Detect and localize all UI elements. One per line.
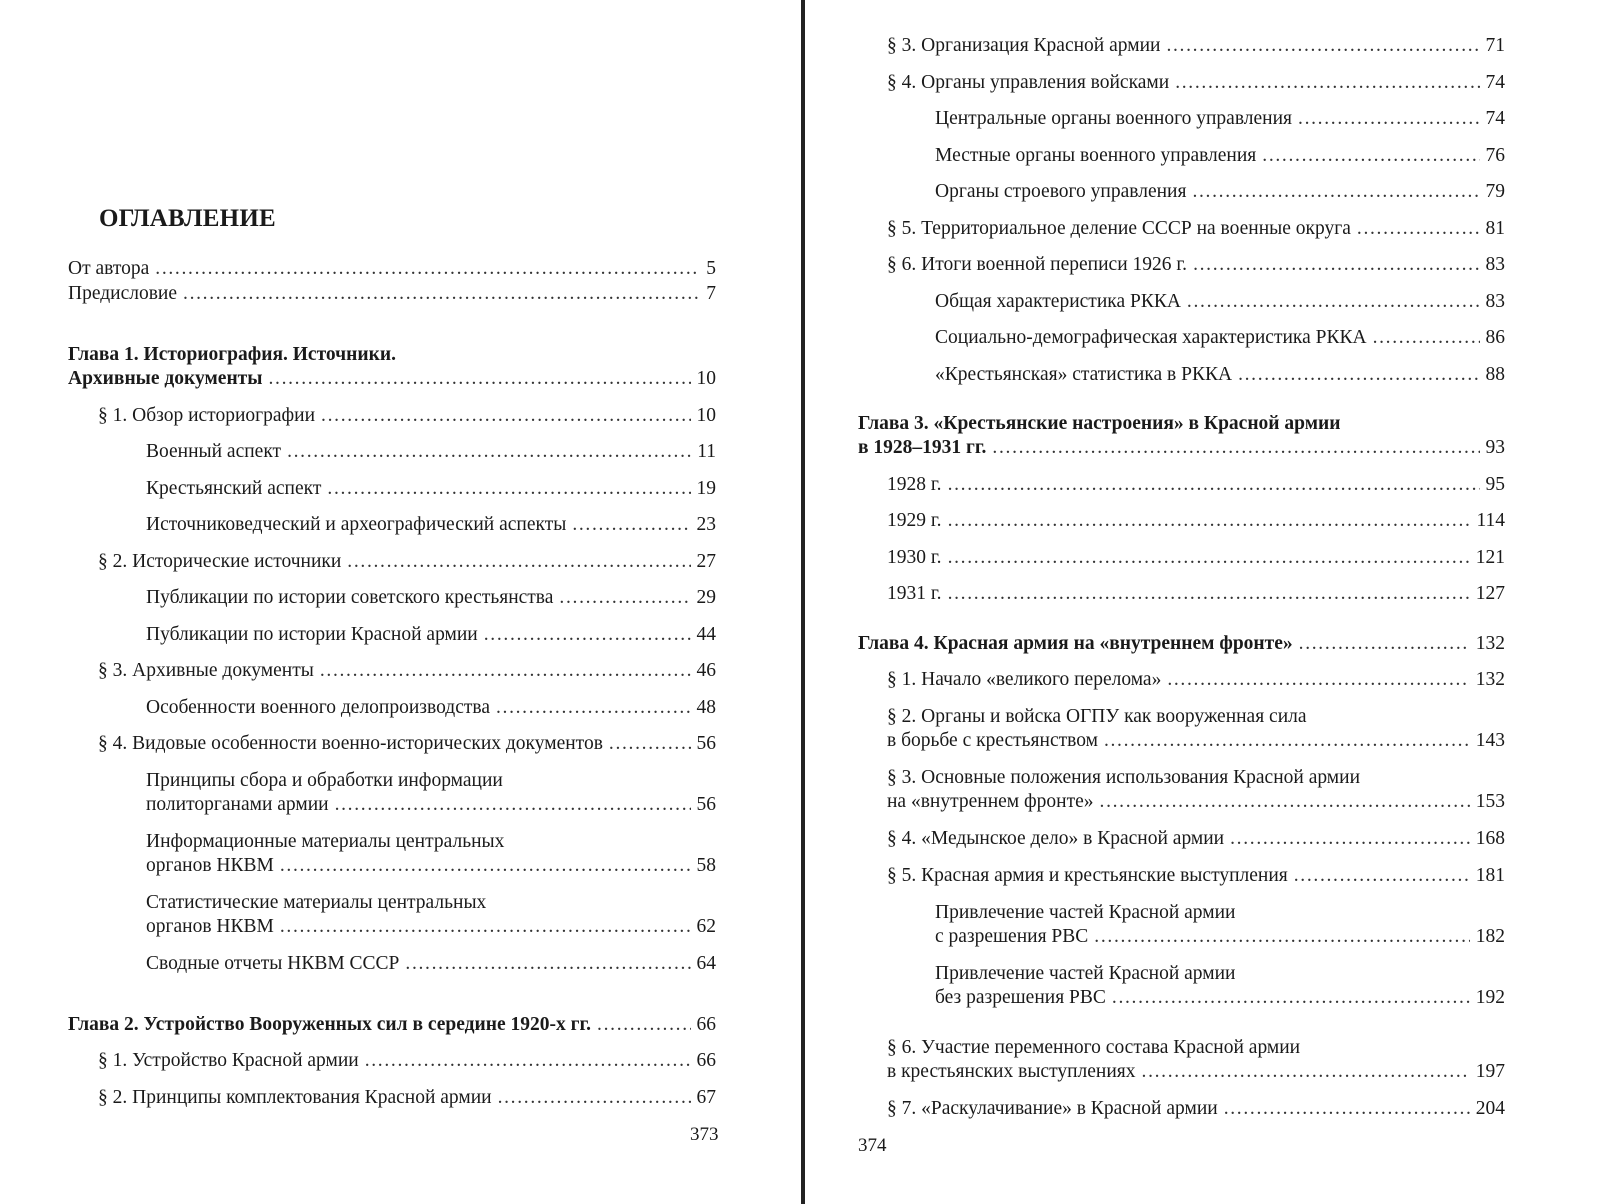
toc-entry[interactable] — [887, 582, 1505, 606]
left-page — [0, 0, 800, 1204]
entry-page: 56 — [696, 794, 716, 815]
entry-first-line: Принципы сбора и обработки информации — [146, 770, 503, 791]
entry-first-line: Статистические материалы центральных — [146, 892, 487, 913]
dot-leader — [1230, 827, 1470, 851]
entry-page: 127 — [1475, 583, 1505, 604]
toc-entry[interactable] — [98, 732, 716, 756]
toc-entry[interactable] — [887, 217, 1505, 241]
toc-entry[interactable] — [98, 404, 716, 428]
entry-page: 143 — [1475, 730, 1505, 751]
dot-leader — [948, 509, 1471, 533]
toc-entry[interactable] — [146, 440, 716, 464]
entry-page: 10 — [696, 405, 716, 426]
entry-page: 121 — [1475, 547, 1505, 568]
entry-label: Особенности военного делопроизводства — [146, 697, 490, 718]
entry-page: 79 — [1485, 181, 1505, 202]
toc-entry[interactable] — [935, 326, 1505, 350]
book-spine-divider — [801, 0, 805, 1204]
dot-leader — [1142, 1060, 1470, 1084]
dot-leader — [597, 1013, 690, 1037]
entry-page: 11 — [697, 441, 716, 462]
entry-label: без разрешения РВС — [935, 987, 1106, 1008]
dot-leader — [559, 586, 690, 610]
toc-entry[interactable] — [146, 513, 716, 537]
dot-leader — [1193, 253, 1479, 277]
dot-leader — [948, 582, 1470, 606]
entry-label: органов НКВМ — [146, 916, 274, 937]
entry-label: § 5. Территориальное деление СССР на военные округа — [887, 218, 1351, 239]
entry-label: § 1. Обзор историографии — [98, 405, 316, 426]
entry-label: в борьбе с крестьянством — [887, 730, 1098, 751]
entry-label: Предисловие — [68, 283, 178, 304]
entry-page: 86 — [1485, 327, 1505, 348]
toc-chapter-entry[interactable] — [68, 1013, 716, 1037]
entry-label: § 2. Принципы комплектования Красной армии — [98, 1087, 492, 1108]
dot-leader — [948, 473, 1480, 497]
toc-entry[interactable] — [887, 509, 1505, 533]
dot-leader — [1192, 180, 1479, 204]
dot-leader — [1238, 363, 1479, 387]
dot-leader — [1299, 632, 1470, 656]
toc-entry[interactable] — [887, 253, 1505, 277]
entry-label: 1928 г. — [887, 474, 942, 495]
dot-leader — [155, 257, 700, 281]
dot-leader — [948, 546, 1470, 570]
entry-label: Социально-демографическая характеристика РККА — [935, 327, 1367, 348]
entry-first-line: Привлечение частей Красной армии — [935, 963, 1236, 984]
dot-leader — [572, 513, 690, 537]
entry-label: § 4. «Медынское дело» в Красной армии — [887, 828, 1225, 849]
dot-leader — [484, 623, 691, 647]
entry-page: 182 — [1475, 926, 1505, 947]
toc-entry[interactable] — [98, 550, 716, 574]
entry-page: 5 — [706, 258, 716, 279]
entry-label: От автора — [68, 258, 150, 279]
entry-page: 204 — [1475, 1098, 1505, 1119]
entry-page: 10 — [696, 368, 716, 389]
toc-entry[interactable] — [887, 473, 1505, 497]
entry-page: 95 — [1485, 474, 1505, 495]
entry-label: Органы строевого управления — [935, 181, 1187, 202]
entry-label: Источниковедческий и археографический аспекты — [146, 514, 567, 535]
entry-label: «Крестьянская» статистика в РККА — [935, 364, 1233, 385]
dot-leader — [321, 404, 690, 428]
dot-leader — [1262, 144, 1479, 168]
entry-label: Публикации по истории советского крестьянства — [146, 587, 554, 608]
toc-entry[interactable] — [146, 952, 716, 976]
entry-label: § 1. Начало «великого перелома» — [887, 669, 1162, 690]
dot-leader — [1094, 925, 1469, 949]
dot-leader — [280, 854, 691, 878]
entry-label: § 3. Организация Красной армии — [887, 35, 1161, 56]
entry-page: 66 — [696, 1014, 716, 1035]
dot-leader — [335, 793, 691, 817]
entry-page: 132 — [1475, 633, 1505, 654]
entry-page: 44 — [696, 624, 716, 645]
toc-entry[interactable] — [887, 546, 1505, 570]
entry-label: Сводные отчеты НКВМ СССР — [146, 953, 400, 974]
entry-page: 56 — [696, 733, 716, 754]
entry-first-line: Информационные материалы центральных — [146, 831, 505, 852]
entry-first-line: § 3. Основные положения использования Красной армии — [887, 767, 1361, 788]
toc-entry[interactable] — [935, 986, 1505, 1010]
dot-leader — [327, 477, 690, 501]
page-number: 373 — [690, 1124, 719, 1145]
dot-leader — [287, 440, 691, 464]
entry-page: 58 — [696, 855, 716, 876]
entry-page: 64 — [696, 953, 716, 974]
entry-label: Центральные органы военного управления — [935, 108, 1293, 129]
right-page — [806, 0, 1603, 1204]
dot-leader — [280, 915, 691, 939]
toc-entry[interactable] — [887, 827, 1505, 851]
toc-entry[interactable] — [98, 1086, 716, 1110]
toc-entry[interactable] — [146, 793, 716, 817]
entry-label: в 1928–1931 гг. — [858, 437, 987, 458]
entry-first-line: § 2. Органы и войска ОГПУ как вооруженная сила — [887, 706, 1307, 727]
toc-chapter-entry[interactable] — [858, 436, 1505, 460]
entry-label: § 5. Красная армия и крестьянские выступления — [887, 865, 1288, 886]
toc-entry[interactable] — [146, 623, 716, 647]
entry-label: Глава 4. Красная армия на «внутреннем фронте» — [858, 633, 1293, 654]
entry-page: 81 — [1485, 218, 1505, 239]
entry-page: 153 — [1475, 791, 1505, 812]
entry-page: 29 — [696, 587, 716, 608]
dot-leader — [1100, 790, 1470, 814]
entry-page: 181 — [1475, 865, 1505, 886]
entry-page: 83 — [1485, 254, 1505, 275]
entry-label: политорганами армии — [146, 794, 329, 815]
entry-page: 46 — [696, 660, 716, 681]
toc-entry[interactable] — [146, 477, 716, 501]
toc-entry[interactable] — [146, 854, 716, 878]
entry-page: 168 — [1475, 828, 1505, 849]
toc-entry[interactable] — [887, 1097, 1505, 1121]
entry-label: Местные органы военного управления — [935, 145, 1257, 166]
entry-label: § 6. Итоги военной переписи 1926 г. — [887, 254, 1188, 275]
dot-leader — [496, 696, 691, 720]
dot-leader — [1166, 34, 1479, 58]
toc-entry[interactable] — [68, 257, 716, 281]
toc-entry[interactable] — [935, 144, 1505, 168]
toc-entry[interactable] — [887, 729, 1505, 753]
dot-leader — [1167, 668, 1469, 692]
toc-entry[interactable] — [146, 915, 716, 939]
entry-page: 66 — [696, 1050, 716, 1071]
entry-page: 67 — [696, 1087, 716, 1108]
dot-leader — [1357, 217, 1480, 241]
toc-entry[interactable] — [887, 668, 1505, 692]
entry-page: 19 — [696, 478, 716, 499]
entry-page: 27 — [696, 551, 716, 572]
entry-page: 23 — [696, 514, 716, 535]
toc-entry[interactable] — [98, 659, 716, 683]
dot-leader — [1112, 986, 1470, 1010]
dot-leader — [1175, 71, 1479, 95]
dot-leader — [1298, 107, 1479, 131]
toc-entry[interactable] — [98, 1049, 716, 1073]
toc-entry[interactable] — [935, 925, 1505, 949]
dot-leader — [347, 550, 690, 574]
entry-page: 88 — [1485, 364, 1505, 385]
dot-leader — [1373, 326, 1480, 350]
dot-leader — [609, 732, 691, 756]
toc-entry[interactable] — [935, 180, 1505, 204]
entry-label: Глава 2. Устройство Вооруженных сил в середине 1920-х гг. — [68, 1014, 592, 1035]
entry-label: § 3. Архивные документы — [98, 660, 314, 681]
toc-chapter-entry[interactable] — [68, 367, 716, 391]
toc-entry[interactable] — [935, 107, 1505, 131]
dot-leader — [498, 1086, 691, 1110]
entry-page: 83 — [1485, 291, 1505, 312]
entry-label: органов НКВМ — [146, 855, 274, 876]
toc-entry[interactable] — [935, 290, 1505, 314]
toc-entry[interactable] — [146, 586, 716, 610]
dot-leader — [320, 659, 691, 683]
entry-label: 1930 г. — [887, 547, 942, 568]
dot-leader — [365, 1049, 691, 1073]
dot-leader — [992, 436, 1479, 460]
entry-label: на «внутреннем фронте» — [887, 791, 1094, 812]
entry-page: 93 — [1485, 437, 1505, 458]
entry-page: 197 — [1475, 1061, 1505, 1082]
dot-leader — [1224, 1097, 1470, 1121]
entry-label: Общая характеристика РККА — [935, 291, 1181, 312]
chapter-heading-line: Глава 1. Историография. Источники. — [68, 344, 396, 365]
dot-leader — [183, 282, 700, 306]
dot-leader — [1104, 729, 1470, 753]
toc-chapter-entry[interactable] — [858, 632, 1505, 656]
dot-leader — [1294, 864, 1470, 888]
entry-first-line: § 6. Участие переменного состава Красной армии — [887, 1037, 1301, 1058]
entry-label: в крестьянских выступлениях — [887, 1061, 1136, 1082]
entry-first-line: Привлечение частей Красной армии — [935, 902, 1236, 923]
entry-label: 1931 г. — [887, 583, 942, 604]
entry-page: 74 — [1485, 108, 1505, 129]
toc-entry[interactable] — [887, 71, 1505, 95]
entry-page: 48 — [696, 697, 716, 718]
entry-page: 74 — [1485, 72, 1505, 93]
entry-label: § 7. «Раскулачивание» в Красной армии — [887, 1098, 1218, 1119]
toc-entry[interactable] — [146, 696, 716, 720]
entry-label: с разрешения РВС — [935, 926, 1089, 947]
entry-page: 62 — [696, 916, 716, 937]
entry-page: 7 — [706, 283, 716, 304]
dot-leader — [1187, 290, 1480, 314]
entry-label: Публикации по истории Красной армии — [146, 624, 478, 645]
page-number: 374 — [858, 1135, 887, 1156]
toc-entry[interactable] — [887, 34, 1505, 58]
entry-page: 114 — [1476, 510, 1505, 531]
entry-label: Крестьянский аспект — [146, 478, 322, 499]
entry-label: § 4. Органы управления войсками — [887, 72, 1170, 93]
entry-page: 192 — [1475, 987, 1505, 1008]
entry-page: 132 — [1475, 669, 1505, 690]
dot-leader — [405, 952, 690, 976]
entry-label: § 2. Исторические источники — [98, 551, 342, 572]
toc-entry[interactable] — [887, 1060, 1505, 1084]
entry-page: 76 — [1485, 145, 1505, 166]
entry-label: § 4. Видовые особенности военно-исторических документов — [98, 733, 603, 754]
entry-page: 71 — [1485, 35, 1505, 56]
toc-entry[interactable] — [887, 864, 1505, 888]
dot-leader — [268, 367, 690, 391]
toc-entry[interactable] — [887, 790, 1505, 814]
chapter-heading-line: Глава 3. «Крестьянские настроения» в Красной армии — [858, 413, 1341, 434]
entry-label: § 1. Устройство Красной армии — [98, 1050, 359, 1071]
toc-entry[interactable] — [935, 363, 1505, 387]
entry-label: Архивные документы — [68, 368, 263, 389]
toc-title: ОГЛАВЛЕНИЕ — [99, 205, 276, 232]
toc-entry[interactable] — [68, 282, 716, 306]
entry-label: 1929 г. — [887, 510, 942, 531]
entry-label: Военный аспект — [146, 441, 282, 462]
